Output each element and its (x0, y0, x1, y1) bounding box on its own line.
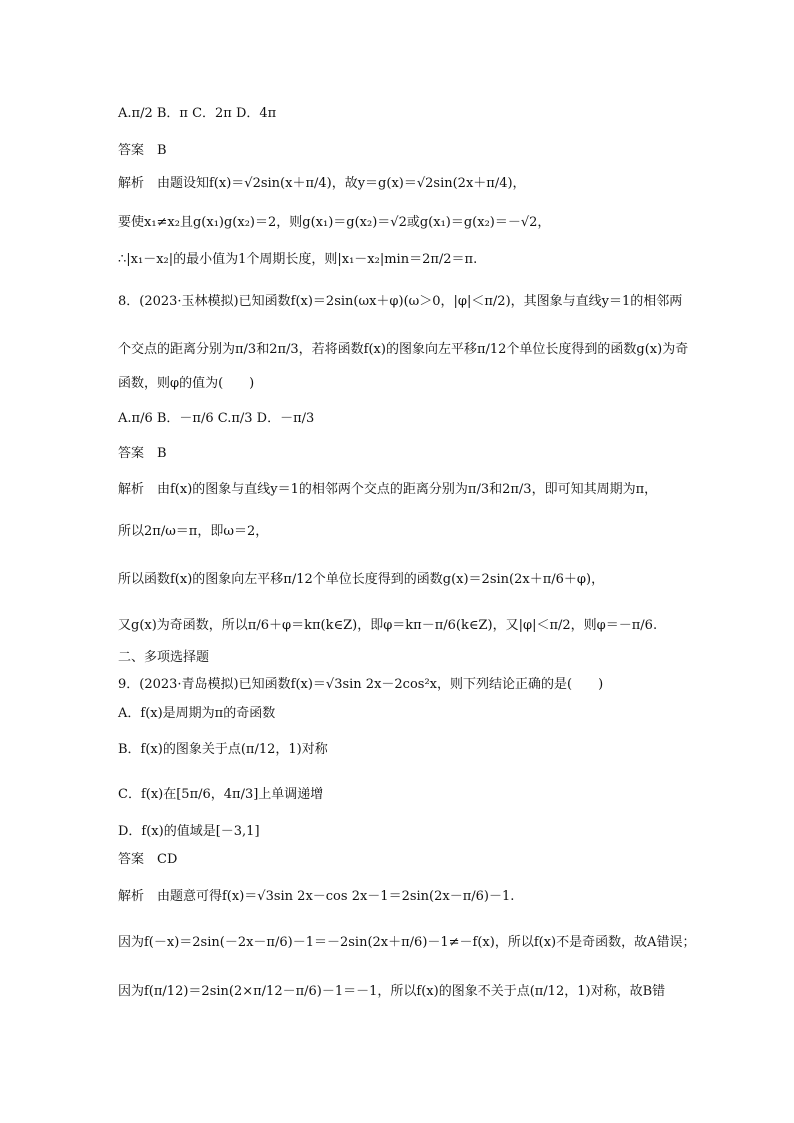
analysis-8-line-4: 又g(x)为奇函数，所以π/6＋φ＝kπ(k∈Z)，即φ＝kπ－π/6(k∈Z)，又|φ|＜π/2，则φ＝－π/6. (118, 618, 658, 633)
analysis-8-line-2: 所以2π/ω＝π，即ω＝2， (118, 524, 269, 539)
answer-options-7: A.π/2 B．π C．2π D．4π (118, 106, 277, 121)
answer-7: 答案 B (118, 143, 167, 158)
option-9-a: A．f(x)是周期为π的奇函数 (118, 706, 276, 721)
answer-9: 答案 CD (118, 852, 178, 867)
analysis-7-line-3: ∴|x₁－x₂|的最小值为1个周期长度，则|x₁－x₂|min＝2π/2＝π. (118, 252, 478, 267)
question-8-line-1: 8．(2023·玉林模拟)已知函数f(x)＝2sin(ωx＋φ)(ω＞0，|φ|＜π/2)，其图象与直线y＝1的相邻两 (118, 294, 683, 309)
question-9: 9．(2023·青岛模拟)已知函数f(x)＝√3sin 2x－2cos²x，则下列结论正确的是( ) (118, 677, 604, 692)
analysis-9-line-3: 因为f(π/12)＝2sin(2×π/12－π/6)－1＝－1，所以f(x)的图象不关于点(π/12，1)对称，故B错 (118, 984, 666, 999)
section-heading: 二、多项选择题 (118, 650, 210, 665)
analysis-7-line-2: 要使x₁≠x₂且g(x₁)g(x₂)＝2，则g(x₁)＝g(x₂)＝√2或g(x₁)＝g(x₂)＝－√2， (118, 215, 551, 230)
answer-options-8: A.π/6 B．－π/6 C.π/3 D．－π/3 (118, 411, 315, 426)
analysis-7-line-1: 解析 由题设知f(x)＝√2sin(x＋π/4)，故y＝g(x)＝√2sin(2x＋π/4)， (118, 176, 526, 191)
analysis-9-line-2: 因为f(－x)＝2sin(－2x－π/6)－1＝－2sin(2x＋π/6)－1≠－f(x)，所以f(x)不是奇函数，故A错误； (118, 935, 696, 950)
question-8-line-2: 个交点的距离分别为π/3和2π/3，若将函数f(x)的图象向左平移π/12个单位长度得到的函数g(x)为奇 (118, 342, 689, 357)
analysis-8-line-3: 所以函数f(x)的图象向左平移π/12个单位长度得到的函数g(x)＝2sin(2x＋π/6＋φ)， (118, 572, 605, 587)
answer-8: 答案 B (118, 446, 167, 461)
question-8-line-3: 函数，则φ的值为( ) (118, 376, 255, 391)
analysis-8-line-1: 解析 由f(x)的图象与直线y＝1的相邻两个交点的距离分别为π/3和2π/3，即可知其周期为π， (118, 482, 658, 497)
option-9-d: D．f(x)的值域是[－3,1] (118, 824, 260, 839)
option-9-c: C．f(x)在[5π/6，4π/3]上单调递增 (118, 787, 324, 802)
analysis-9-line-1: 解析 由题意可得f(x)＝√3sin 2x－cos 2x－1＝2sin(2x－π/6)－1. (118, 889, 515, 904)
option-9-b: B．f(x)的图象关于点(π/12，1)对称 (118, 742, 328, 757)
